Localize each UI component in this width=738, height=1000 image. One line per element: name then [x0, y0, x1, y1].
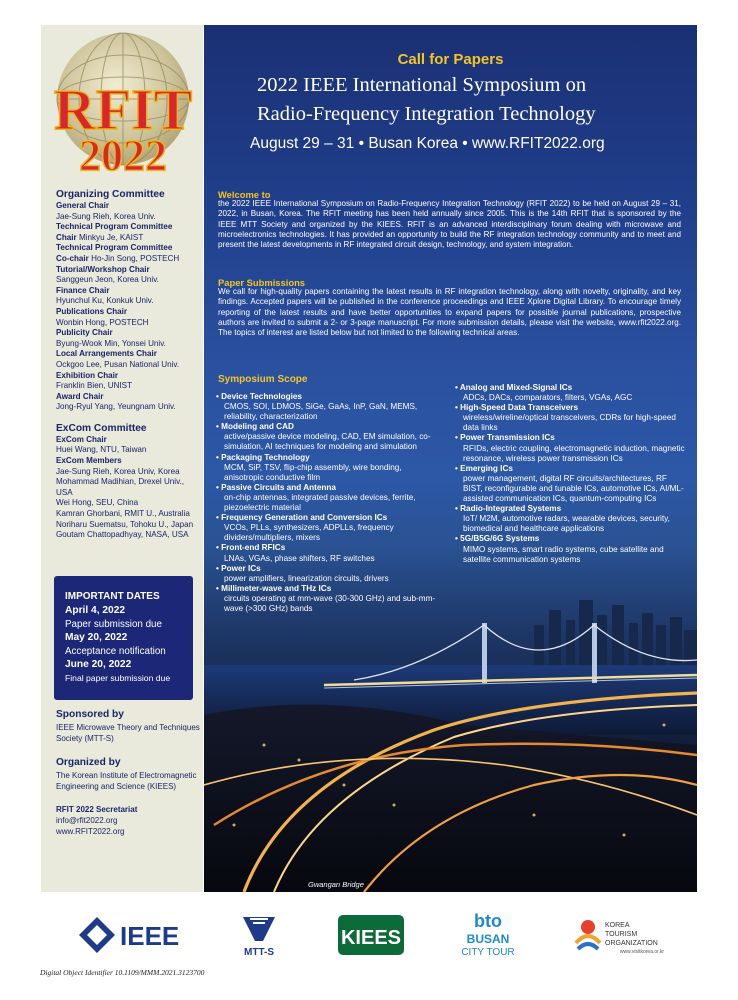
svg-text:IEEE: IEEE: [120, 921, 180, 951]
scope-detail: wireless/wireline/optical transceivers, CDRs for high-speed data links: [463, 413, 676, 433]
scope-left-column: [216, 392, 441, 614]
organized-text: The Korean Institute of Electromagnetic Engineering and Science (KIEES): [56, 771, 197, 791]
logo-year-text: 2022: [79, 131, 167, 179]
scope-detail: on-chip antennas, integrated passive devices, ferrite, piezoelectric material: [224, 492, 416, 513]
scope-topic: • Millimeter-wave and THz ICs: [216, 583, 332, 593]
excom-line: Wei Hong, SEU, China: [56, 498, 139, 508]
important-dates-title: IMPORTANT DATES: [65, 591, 160, 602]
excom-line: Jae-Sung Rieh, Korea Univ, Korea: [56, 466, 180, 476]
svg-text:KOREA: KOREA: [605, 922, 630, 929]
scope-detail: ADCs, DACs, comparators, filters, VGAs, AGC: [463, 393, 633, 403]
org-committee-line: Co-chair Ho-Jin Song, POSTECH: [56, 253, 180, 263]
submissions-text: We call for high-quality papers containing the latest results in RF integration technology, along with novelty, originality, and key findings. Accepted papers will be published in the conference proceedings and IEEE Xplore Digital Library. To encourage timely reporting of the latest results and have better opportunities to expand papers for possible journal publications, prospective authors are invited to submit a 2- or 3-page manuscript. For more submission details, please visit the website, www.rfit2022.org. The topics of interest are listed below but not limited to the following technical areas.: [218, 287, 681, 338]
important-dates-box: [54, 576, 193, 700]
org-committee-line: Jong-Ryul Yang, Yeungnam Univ.: [56, 402, 176, 412]
busan-city-tour-logo: [461, 911, 514, 958]
scope-topic: • Passive Circuits and Antenna: [216, 482, 336, 492]
scope-detail: MCM, SiP, TSV, flip-chip assembly, wire bonding, anisotropic conductive film: [224, 462, 402, 482]
org-committee-line: Exhibition Chair: [56, 370, 119, 380]
scope-topic: • High-Speed Data Transceivers: [455, 403, 578, 413]
scope-topic: • Modeling and CAD: [216, 422, 294, 432]
scope-heading: Symposium Scope: [218, 374, 308, 385]
svg-text:www.visitkorea.or.kr: www.visitkorea.or.kr: [619, 949, 665, 955]
scope-detail: LNAs, VGAs, phase shifters, RF switches: [224, 553, 375, 563]
excom-line: Kamran Ghorbani, RMIT U., Australia: [56, 509, 190, 519]
org-committee-line: Tutorial/Workshop Chair: [56, 264, 150, 274]
sidebar: [41, 25, 203, 892]
svg-text:ORGANIZATION: ORGANIZATION: [605, 940, 658, 947]
scope-topic: • Power Transmission ICs: [455, 433, 555, 443]
date-2: May 20, 2022: [65, 632, 128, 643]
event-2: Acceptance notification: [65, 646, 166, 657]
org-committee-line: Award Chair: [56, 391, 104, 401]
org-committee-line: Finance Chair: [56, 285, 110, 295]
svg-text:CITY TOUR: CITY TOUR: [461, 947, 515, 958]
sponsor-logos: [40, 905, 700, 965]
ieee-logo: [79, 917, 179, 953]
scope-topic: • Power ICs: [216, 563, 261, 573]
org-committee-line: Local Arrangements Chair: [56, 349, 157, 359]
scope-detail: RFIDs, electric coupling, electromagnetic induction, magnetic resonance, wireless power transmission ICs: [463, 443, 685, 463]
scope-right-column: [455, 383, 687, 565]
org-committee-line: Ockgoo Lee, Pusan National Univ.: [56, 359, 180, 369]
excom-line: Mohammad Madihian, Drexel Univ., USA: [56, 477, 185, 497]
scope-detail: power amplifiers, linearization circuits, drivers: [224, 573, 389, 583]
scope-detail: IoT/ M2M, automotive radars, wearable devices, security, biomedical and healthcare applications: [463, 514, 670, 534]
doi-line: Digital Object Identifier 10.1109/MMM.2021.3123700: [40, 968, 205, 977]
excom-line: Noriharu Suematsu, Tohoku U., Japan: [56, 519, 194, 529]
org-committee-line: Publications Chair: [56, 306, 128, 316]
scope-detail: circuits operating at mm-wave (30-300 GHz) and sub-mm-wave (>300 GHz) bands: [224, 593, 436, 613]
organized-heading: Organized by: [56, 757, 121, 769]
scope-detail: active/passive device modeling, CAD, EM simulation, co-simulation, AI techniques for modeling and simulation: [224, 432, 431, 452]
org-committee-line: Sanggeun Jeon, Korea Univ.: [56, 275, 159, 285]
excom-line: Goutam Chattopadhyay, NASA, USA: [56, 530, 189, 540]
excom-line: ExCom Chair: [56, 434, 107, 444]
excom-line: Huei Wang, NTU, Taiwan: [56, 445, 147, 455]
scope-topic: • Analog and Mixed-Signal ICs: [455, 383, 573, 392]
org-committee-line: Technical Program Committee: [56, 243, 173, 253]
main-panel: [204, 25, 697, 892]
svg-text:bto: bto: [474, 911, 502, 931]
date-1: April 4, 2022: [65, 605, 126, 616]
event-1: Paper submission due: [65, 619, 162, 630]
scope-detail: CMOS, SOI, LDMOS, SiGe, GaAs, InP, GaN, MEMS, reliability, characterization: [224, 402, 418, 422]
scope-topic: • Front-end RFICs: [216, 543, 286, 553]
symposium-title-line2: Radio-Frequency Integration Technology: [257, 103, 596, 125]
org-committee-line: General Chair: [56, 201, 110, 210]
org-committee-line: Wonbin Hong, POSTECH: [56, 317, 149, 327]
event-3: Final paper submission due: [65, 673, 171, 683]
welcome-text: the 2022 IEEE International Symposium on Radio-Frequency Integration Technology (RFIT 2022) to be held on August 29 – 31, 2022, in Busan, Korea. The RFIT meeting has been held annually since 2005. This is the 14th RFIT that is sponsored by the IEEE MTT Society and organized by the KIEES. RFIT is an advanced interdisciplinary forum dealing with microwave and microelectronics technologies. It has provided an opportunity to build the RF integration technology community and to meet and present the latest developments in RF integrated circuit design, technology, and system integration.: [218, 199, 681, 250]
org-committee-line: Hyunchul Ku, Konkuk Univ.: [56, 296, 154, 306]
call-for-papers: Call for Papers: [397, 51, 504, 68]
sponsor-info: [56, 708, 201, 837]
svg-text:BUSAN: BUSAN: [466, 932, 510, 946]
secretariat-email[interactable]: info@rfit2022.org: [56, 815, 118, 825]
org-committee-line: Jae-Sung Rieh, Korea Univ.: [56, 211, 156, 221]
date-3: June 20, 2022: [65, 659, 132, 670]
org-committee-line: Franklin Bien, UNIST: [56, 381, 133, 391]
sponsored-text: IEEE Microwave Theory and Techniques Society (MTT-S): [56, 723, 200, 743]
submissions-heading: Paper Submissions: [218, 277, 306, 288]
scope-detail: MIMO systems, smart radio systems, cube satellite and satellite communication systems: [463, 544, 664, 564]
scope-topic: • Packaging Technology: [216, 452, 310, 462]
secretariat-title: RFIT 2022 Secretariat: [56, 805, 138, 815]
scope-topic: • Emerging ICs: [455, 463, 513, 473]
secretariat-website[interactable]: www.RFIT2022.org: [56, 826, 125, 836]
committee-list: [56, 188, 201, 541]
svg-text:KIEES: KIEES: [340, 927, 402, 949]
scope-detail: VCOs, PLLs, synthesizers, ADPLLs, frequency dividers/multipliers, mixers: [224, 523, 394, 543]
sponsored-heading: Sponsored by: [56, 709, 124, 720]
korea-tourism-logo: [576, 920, 664, 955]
date-location-line: August 29 – 31 • Busan Korea • www.RFIT2022.org: [250, 135, 605, 152]
org-committee-line: Byung-Wook Min, Yonsei Univ.: [56, 338, 166, 348]
org-committee-line: Chair Minkyu Je, KAIST: [56, 232, 144, 242]
symposium-title-line1: 2022 IEEE International Symposium on: [257, 74, 587, 96]
org-committee-heading: Organizing Committee: [56, 189, 165, 200]
scope-topic: • Radio-Integrated Systems: [455, 504, 562, 514]
welcome-heading: Welcome to: [218, 189, 271, 200]
scope-detail: power management, digital RF circuits/architectures, RF BIST, reconfigurable and tunable ICs, automotive ICs, AI/ML-assisted communication ICs, quantum-computing ICs: [463, 473, 684, 504]
kiees-logo: [338, 915, 404, 955]
photo-caption: Gwangan Bridge: [308, 880, 364, 889]
logo-rfit-text: RFIT: [53, 77, 193, 142]
scope-topic: • Frequency Generation and Conversion ICs: [216, 513, 388, 523]
svg-text:TOURISM: TOURISM: [605, 931, 638, 938]
org-committee-line: Technical Program Committee: [56, 222, 173, 232]
rfit-2022-logo: [43, 29, 201, 179]
excom-heading: ExCom Committee: [56, 422, 147, 434]
mtts-logo: [243, 917, 275, 958]
org-committee-line: Publicity Chair: [56, 328, 113, 338]
city-skyline: [534, 600, 697, 665]
scope-topic: • 5G/B5G/6G Systems: [455, 534, 540, 544]
excom-line: ExCom Members: [56, 456, 122, 466]
svg-text:MTT-S: MTT-S: [244, 947, 274, 958]
scope-topic: • Device Technologies: [216, 392, 302, 401]
